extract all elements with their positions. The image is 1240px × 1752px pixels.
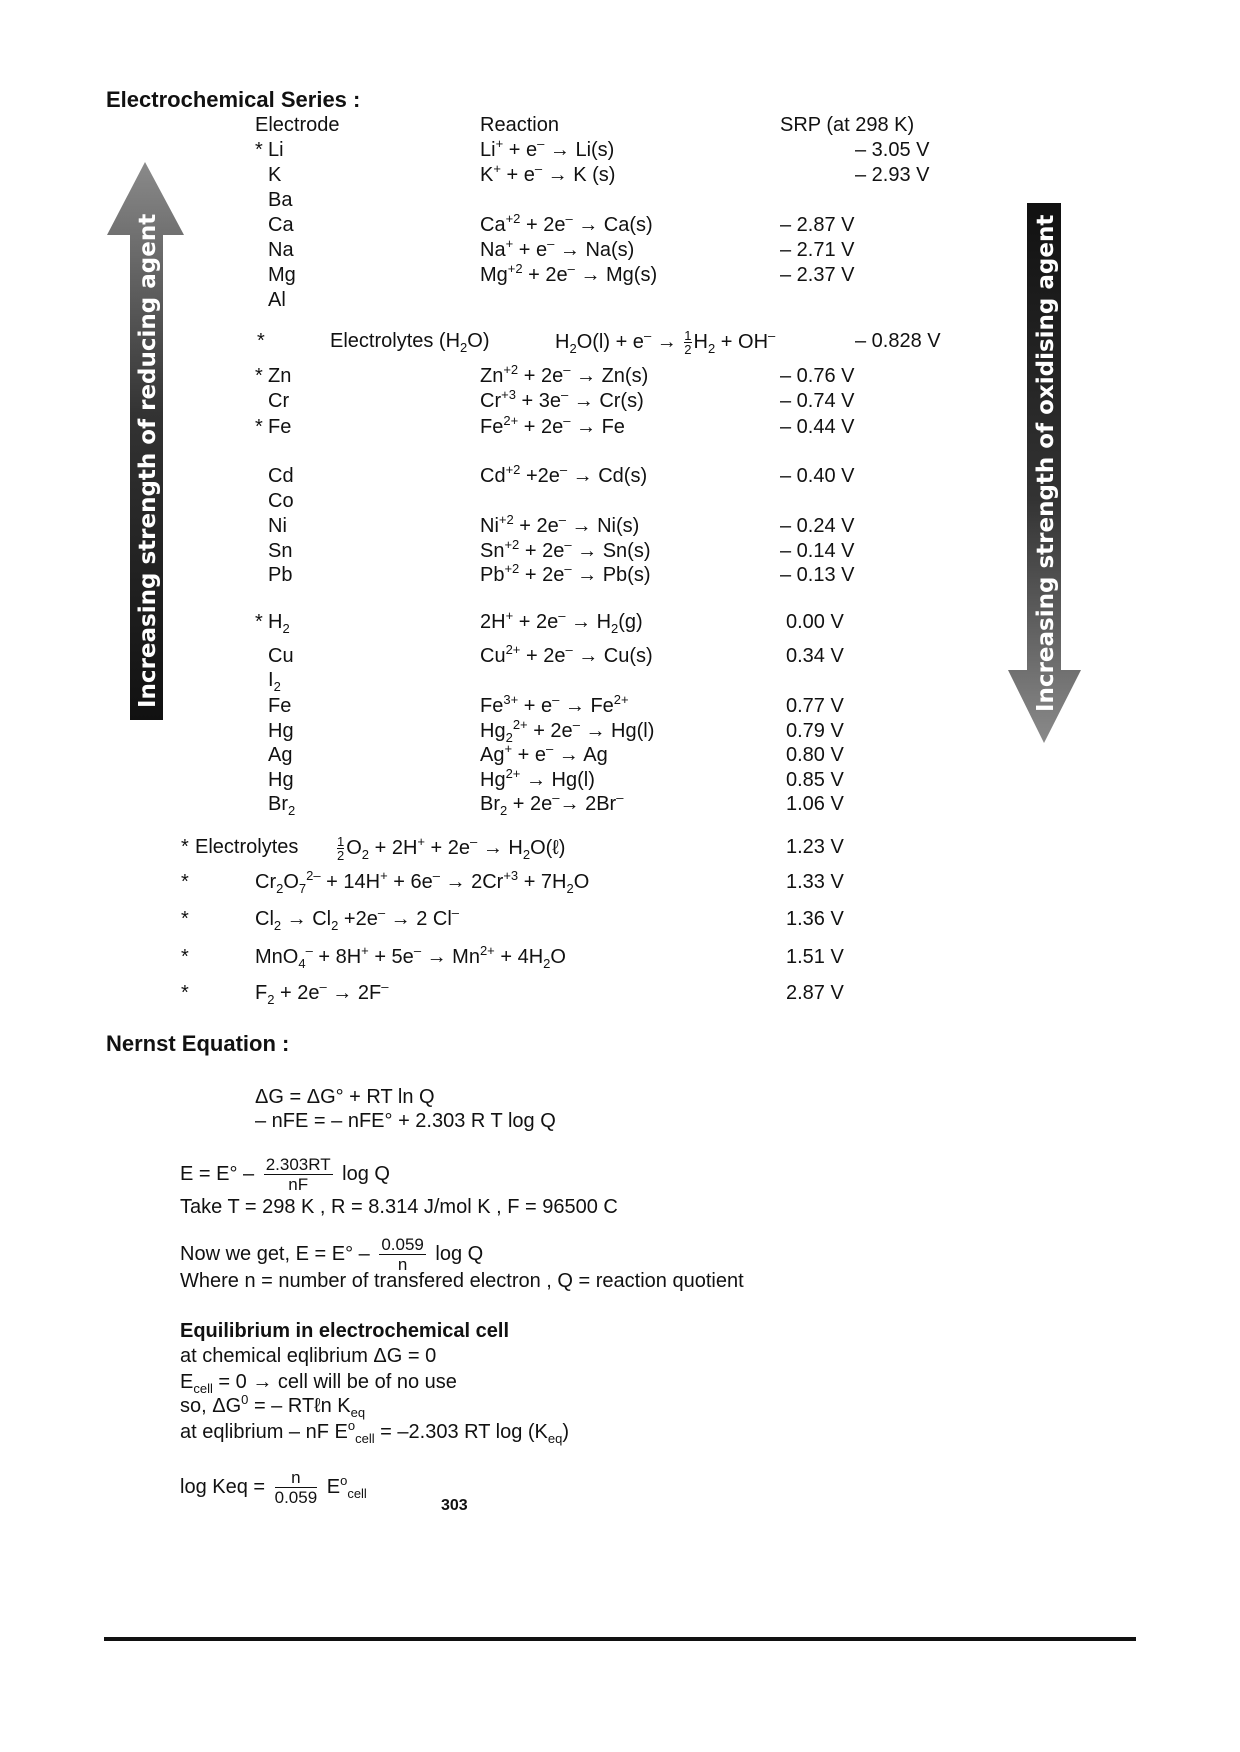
superscript: – (413, 943, 422, 958)
subscript: 4 (298, 956, 306, 971)
reaction: $\frac{1}{2} O_2 + 2H^+ + 2e^-$ → $H_2O(\ell)$ (337, 833, 566, 863)
reaction: $Hg^{2+} \to Hg(l)$ (480, 766, 595, 791)
fraction: $\frac{0.059}{n}$ (381, 1235, 424, 1274)
subscript: cell (347, 1485, 367, 1501)
star-marker: * (181, 946, 189, 968)
superscript: +3 (501, 387, 516, 402)
header-reaction: Reaction (480, 114, 559, 136)
electrode-name: Li (268, 139, 284, 161)
srp-value: – 3.05 V (855, 139, 930, 161)
water-star: * (257, 330, 265, 352)
reaction: $Br_2 + 2e^-\to 2Br^-$ (480, 790, 624, 818)
equilibrium-line: at eqlibrium – nF $E^o_{cell} = -2.303$ RT $\log (K_{eq})$ (180, 1418, 570, 1446)
srp-value: 1.36 V (786, 908, 844, 930)
superscript: + (495, 136, 504, 151)
fraction: $\frac{1}{2}$ (337, 834, 345, 863)
superscript: – (567, 261, 575, 276)
srp-value: – 2.87 V (780, 214, 855, 236)
electrode-name: Cu (268, 645, 294, 667)
electrode-name: Fe (268, 416, 292, 438)
equilibrium-line: log Keq = $\frac{n}{0.059}$ $E^o_{cell}$ (180, 1468, 367, 1507)
reaction: $Ni^{+2} + 2e^- \to Ni(s)$ (480, 512, 640, 537)
superscript: – (563, 413, 571, 428)
superscript: – (768, 327, 776, 343)
nernst-line: Take T = 298 K , R = 8.314 J/mol K , F = 96500 C (180, 1196, 618, 1218)
superscript: +2 (505, 211, 521, 226)
nernst-title: Nernst Equation : (106, 1031, 290, 1056)
srp-value: – 2.71 V (780, 239, 855, 261)
electrode-name: Sn (268, 540, 293, 562)
superscript: – (377, 905, 386, 920)
superscript: – (563, 362, 571, 377)
superscript: 2– (306, 868, 321, 883)
reaction: $Pb^{+2} + 2e^- \to Pb(s)$ (480, 561, 651, 586)
superscript: – (305, 943, 313, 958)
nernst-line: – nFE = – nFE° + 2.303 R T log Q (255, 1110, 556, 1132)
electrode-name: Pb (268, 564, 293, 586)
subscript: 2 (505, 730, 513, 745)
electrode-name: Cd (268, 465, 294, 487)
subscript: 7 (298, 881, 307, 896)
reaction: $Sn^{+2} + 2e^- \to Sn(s)$ (480, 537, 651, 562)
electrode-name: $H_2$ (268, 611, 290, 636)
fraction: $\frac{2.303RT}{nF}$ (265, 1155, 331, 1194)
reaction: K+ + e– → K (s) (480, 161, 616, 186)
reaction: $F_2 + 2e^- \to 2F^-$ (255, 979, 389, 1007)
superscript: – (552, 790, 560, 805)
page-number: 303 (441, 1497, 468, 1514)
superscript: – (572, 717, 580, 732)
srp-value: 0.77 V (786, 695, 844, 717)
reaction: $Cu^{2+} + 2e^- \to Cu(s)$ (480, 642, 653, 667)
star-marker: * (181, 908, 189, 930)
reaction: Na+ + e– → Na(s) (480, 236, 635, 261)
electrode-name: $Br_2$ (268, 793, 296, 818)
srp-value: 0.34 V (786, 645, 844, 667)
superscript: – (558, 608, 566, 623)
header-electrode: Electrode (255, 114, 340, 136)
reaction: $Fe^{3+} + e^- \to Fe^{2+}$ (480, 692, 629, 717)
electrode-name: K (268, 164, 282, 186)
footer-rule (104, 1637, 1136, 1641)
left-arrow-label: Increasing strength of reducing agent (135, 213, 161, 708)
srp-value: 1.33 V (786, 871, 844, 893)
superscript: 2+ (512, 717, 528, 732)
star-marker: * (181, 836, 189, 858)
superscript: – (616, 790, 624, 805)
superscript: o (340, 1472, 348, 1488)
srp-value: 0.85 V (786, 769, 844, 791)
subscript: eq (547, 1431, 563, 1446)
superscript: – (643, 327, 652, 343)
nernst-line: ΔG = ΔG° + RT ln Q (255, 1086, 435, 1108)
series-title: Electrochemical Series : (106, 87, 361, 112)
superscript: – (545, 741, 554, 756)
electrode-name: Cr (268, 390, 290, 412)
subscript: 2 (500, 803, 508, 818)
subscript: 2 (460, 340, 468, 355)
electrode-name: Ca (268, 214, 294, 236)
superscript: + (361, 943, 369, 958)
superscript: +2 (498, 512, 514, 527)
equilibrium-title: Equilibrium in electrochemical cell (180, 1320, 509, 1342)
electrode-name: Ni (268, 515, 287, 537)
superscript: 2+ (479, 943, 495, 958)
subscript: 2 (543, 956, 551, 971)
superscript: – (470, 833, 478, 849)
superscript: +2 (504, 537, 520, 552)
superscript: 3+ (503, 692, 519, 707)
equilibrium-line: at chemical eqlibrium ΔG = 0 (180, 1345, 437, 1367)
star-marker: * (181, 871, 189, 893)
superscript: – (547, 236, 555, 251)
subscript: 2 (611, 621, 619, 636)
electrode-name: Ba (268, 189, 293, 211)
subscript: 2 (522, 846, 531, 862)
srp-value: – 0.76 V (780, 365, 855, 387)
srp-value: – 0.40 V (780, 465, 855, 487)
subscript: 2 (569, 340, 577, 356)
superscript: 2+ (505, 766, 521, 781)
right-arrow-label: Increasing strength of oxidising agent (1033, 214, 1059, 712)
equilibrium-line: $E_{cell} = 0$ → cell will be of no use (180, 1371, 457, 1396)
subscript: 2 (267, 992, 275, 1007)
superscript: +2 (504, 561, 520, 576)
star-marker: * (255, 139, 263, 161)
subscript: 2 (276, 881, 284, 896)
superscript: 2+ (613, 692, 629, 707)
water-label: Electrolytes $(H_2O)$ (330, 330, 490, 355)
superscript: +3 (503, 868, 519, 883)
srp-value: 2.87 V (786, 982, 844, 1004)
srp-value: – 0.14 V (780, 540, 855, 562)
electrode-name: Zn (268, 365, 292, 387)
subscript: 2 (273, 679, 281, 694)
reaction: $Hg_2^{2+} + 2e^- \to Hg(l)$ (480, 717, 655, 745)
subscript: 2 (282, 621, 290, 636)
superscript: + (417, 833, 425, 849)
superscript: +2 (503, 362, 519, 377)
electrode-name: Co (268, 490, 294, 512)
superscript: – (381, 979, 389, 994)
superscript: – (564, 561, 572, 576)
srp-value: 1.23 V (786, 836, 844, 858)
equilibrium-line: so, $\Delta G^0$ = – RTℓn $K_{eq}$ (180, 1392, 366, 1420)
reaction: $Fe^{2+} + 2e^- \to Fe$ (480, 413, 625, 438)
superscript: – (552, 692, 560, 707)
superscript: 2+ (503, 413, 519, 428)
superscript: +2 (507, 261, 523, 276)
subscript: 2 (288, 803, 296, 818)
electrode-name: Fe (268, 695, 292, 717)
superscript: + (505, 236, 514, 251)
reaction: Li+ + e– → Li(s) (480, 136, 615, 161)
superscript: – (534, 161, 543, 176)
nernst-line: Now we get, E = E° – $\frac{0.059}{n}$ log Q (180, 1235, 484, 1274)
superscript: – (565, 211, 573, 226)
srp-value: 1.06 V (786, 793, 844, 815)
subscript: 2 (273, 918, 282, 933)
electrode-name: Mg (268, 264, 296, 286)
superscript: + (380, 868, 388, 883)
water-srp: – 0.828 V (855, 330, 941, 352)
water-reaction: $H_2O(l) + e^-$ → $\frac{1}{2} H_2 + OH^-$ (555, 327, 776, 357)
nernst-line: Where n = number of transfered electron , Q = reaction quotient (180, 1270, 744, 1292)
subscript: 2 (331, 918, 339, 933)
srp-value: – 2.93 V (855, 164, 930, 186)
star-marker: * (181, 982, 189, 1004)
srp-value: – 0.13 V (780, 564, 855, 586)
row-label: Electrolytes (195, 836, 299, 858)
superscript: + (505, 608, 514, 623)
reducing-agent-arrow (0, 0, 1240, 800)
subscript: eq (350, 1405, 366, 1420)
superscript: – (451, 905, 459, 920)
star-marker: * (255, 416, 263, 438)
electrode-name: $I_2$ (268, 669, 281, 694)
srp-value: – 0.24 V (780, 515, 855, 537)
fraction: $\frac{1}{2}$ (684, 328, 692, 357)
nernst-line: E = E° – $\frac{2.303RT}{nF}$ log Q (180, 1155, 390, 1194)
reaction: $Cr^{+3} + 3e^- \to Cr(s)$ (480, 387, 644, 412)
superscript: – (319, 979, 327, 994)
reaction: $Ca^{+2} + 2e^- \to Ca(s)$ (480, 211, 653, 236)
superscript: 2+ (505, 642, 521, 657)
superscript: – (558, 512, 566, 527)
srp-value: – 2.37 V (780, 264, 855, 286)
reaction: $2H^+ + 2e^- \to H_2(g)$ (480, 608, 643, 636)
subscript: 2 (566, 881, 574, 896)
reaction: $Zn^{+2} + 2e^- \to Zn(s)$ (480, 362, 649, 387)
subscript: 2 (361, 846, 370, 862)
superscript: – (560, 387, 569, 402)
electrode-name: Hg (268, 720, 294, 742)
reaction: $Cr_2O_7^{2-} + 14H^+ + 6e^- \to 2Cr^{+3} + 7H_2O$ (255, 868, 590, 896)
superscript: +2 (505, 462, 521, 477)
subscript: cell (193, 1381, 213, 1396)
subscript: 2 (707, 340, 716, 356)
star-marker: * (255, 611, 263, 633)
reaction: $MnO_4^- + 8H^+ + 5e^- \to Mn^{2+} + 4H_2O$ (255, 943, 566, 971)
srp-value: – 0.74 V (780, 390, 855, 412)
reaction: $Cl_2 \to Cl_2 +2e^- \to 2$ Cl– (255, 905, 459, 933)
star-marker: * (255, 365, 263, 387)
srp-value: 1.51 V (786, 946, 844, 968)
superscript: – (559, 462, 568, 477)
superscript: – (564, 537, 572, 552)
superscript: + (493, 161, 501, 176)
superscript: 0 (241, 1392, 249, 1407)
superscript: – (432, 868, 440, 883)
srp-value: 0.79 V (786, 720, 844, 742)
srp-value: 0.00 V (786, 611, 844, 633)
electrode-name: Hg (268, 769, 294, 791)
superscript: + (504, 741, 513, 756)
srp-value: 0.80 V (786, 744, 844, 766)
superscript: – (537, 136, 545, 151)
superscript: – (565, 642, 573, 657)
electrode-name: Na (268, 239, 294, 261)
reaction: $Mg^{+2} + 2e^- \to Mg(s)$ (480, 261, 658, 286)
srp-value: – 0.44 V (780, 416, 855, 438)
electrode-name: Al (268, 289, 286, 311)
header-srp: SRP (at 298 K) (780, 114, 915, 136)
subscript: cell (355, 1431, 375, 1446)
fraction: $\frac{n}{0.059}$ (274, 1468, 318, 1507)
reaction: $Cd^{+2} +2e^- \to Cd(s)$ (480, 462, 648, 487)
reaction: Ag+ + e– → Ag (480, 741, 608, 766)
superscript: o (347, 1418, 356, 1433)
electrode-name: Ag (268, 744, 293, 766)
